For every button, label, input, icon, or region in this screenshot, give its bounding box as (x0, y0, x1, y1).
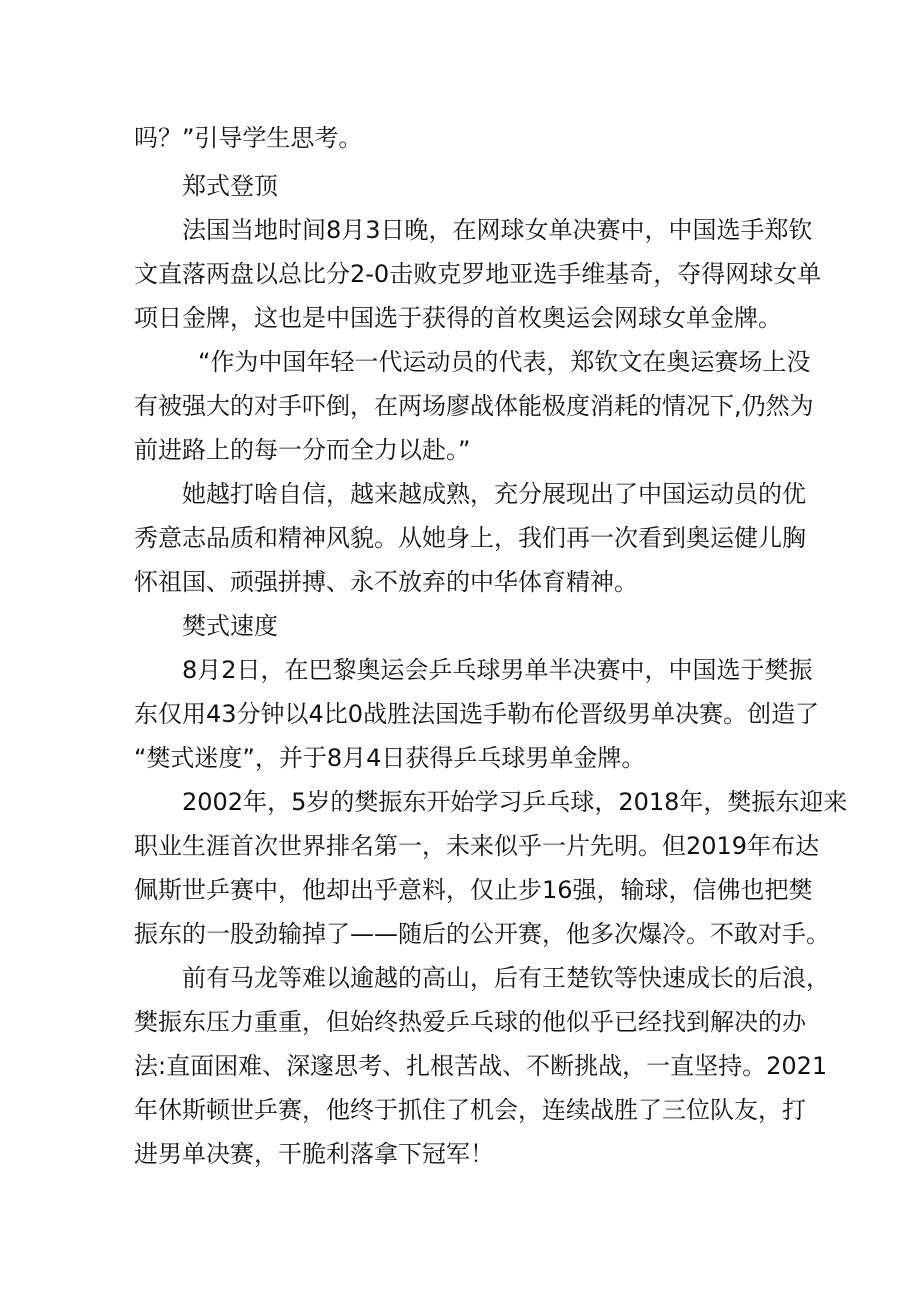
text-line: “樊式迷度”，并于8月4日获得乒乓球男单金牌。 (134, 744, 646, 772)
text-line: 法:直面困难、深邃思考、扎根苦战、不断挑战，一直坚持。2021 (134, 1052, 828, 1080)
text-line: 进男单决赛，干脆利落拿下冠军！ (134, 1140, 494, 1168)
text-line: 东仅用43分钟以4比0战胜法国选手勒布伦晋级男单决赛。创造了 (134, 700, 820, 728)
text-line: 她越打啥自信，越来越成熟，充分展现出了中国运动员的优 (182, 480, 806, 508)
text-line: 法国当地时间8月3日晚，在网球女单决赛中，中国选手郑钦 (182, 216, 813, 244)
text-line: 职业生涯首次世界排名第一，未来似乎一片先明。但2019年布达 (134, 832, 820, 860)
text-line: 文直落两盘以总比分2-0击败克罗地亚选手维基奇，夺得网球女单 (134, 260, 822, 288)
text-line: 吗？”引导学生思考。 (134, 124, 363, 152)
text-line: 项日金牌，这也是中国选于获得的首枚奥运会网球女单金牌。 (134, 304, 782, 332)
text-line: 前进路上的每一分而全力以赴。” (134, 436, 471, 464)
text-line: 樊振东压力重重，但始终热爱乒乓球的他似乎已经找到解决的办 (134, 1008, 806, 1036)
text-line: 振东的一股劲输掉了——随后的公开赛，他多次爆冷。不敢对手。 (134, 920, 830, 948)
text-line: 怀祖国、顽强拼搏、永不放弃的中华体育精神。 (134, 568, 638, 596)
section-heading: 樊式速度 (182, 612, 278, 640)
text-line: 2002年，5岁的樊振东开始学习乒乓球，2018年，樊振东迎来 (182, 788, 848, 816)
text-line: 有被强大的对手吓倒，在两场廖战体能极度消耗的情况下,仍然为 (134, 392, 814, 420)
text-line: 秀意志品质和精神风貌。从她身上，我们再一次看到奥运健儿胸 (134, 524, 806, 552)
text-line: 年休斯顿世乒赛，他终于抓住了机会，连续战胜了三位队友，打 (134, 1096, 806, 1124)
text-line: 佩斯世乒赛中，他却出乎意料，仅止步16强，输球，信佛也把樊 (134, 876, 813, 904)
section-heading: 郑式登顶 (182, 172, 278, 200)
text-line: 前有马龙等难以逾越的高山，后有王楚钦等快速成长的后浪， (182, 964, 830, 992)
text-line: “作为中国年轻一代运动员的代表，郑钦文在奥运赛场上没 (198, 348, 811, 376)
text-line: 8月2日，在巴黎奥运会乒乓球男单半决赛中，中国选于樊振 (182, 656, 813, 684)
